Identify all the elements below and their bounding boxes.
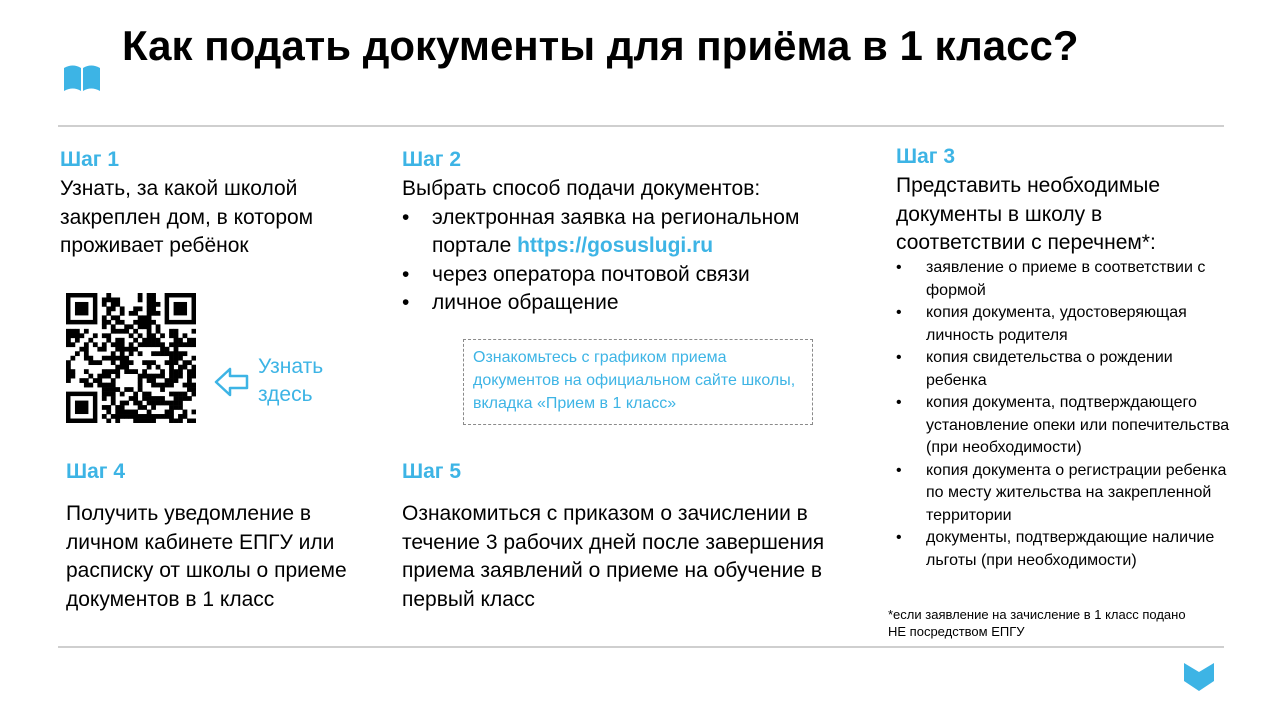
logo-chevron-icon — [1183, 662, 1215, 692]
list-item: • электронная заявка на региональном портале https://gosuslugi.ru — [402, 204, 872, 261]
schedule-note: Ознакомьтесь с графиком приема документов на официальном сайте школы, вкладка «Прием в 1 класс» — [463, 339, 813, 425]
gosuslugi-link[interactable]: https://gosuslugi.ru — [517, 234, 714, 257]
step5-text: Ознакомиться с приказом о зачислении в течение 3 рабочих дней после завершения приема заявлений о приеме на обучение в первый класс — [402, 502, 825, 611]
list-item: • копия документа, подтверждающего установление опеки или попечительства (при необходимости) — [896, 392, 1236, 460]
step3-label: Шаг 3 — [896, 145, 956, 168]
footnote: *если заявление на зачисление в 1 класс подано НЕ посредством ЕПГУ — [888, 607, 1186, 639]
top-divider — [58, 125, 1224, 127]
list-item: • через оператора почтовой связи — [402, 261, 872, 290]
step4-text: Получить уведомление в личном кабинете ЕПГУ или расписку от школы о приеме документов в 1 класс — [66, 502, 347, 611]
step1-label: Шаг 1 — [60, 148, 120, 171]
documents-list — [896, 257, 1236, 572]
step2-intro: Выбрать способ подачи документов: — [402, 177, 761, 200]
qr-code[interactable] — [66, 293, 196, 423]
list-item: • личное обращение — [402, 289, 872, 318]
list-item: • документы, подтверждающие наличие льготы (при необходимости) — [896, 527, 1236, 572]
arrow-left-icon — [214, 366, 250, 398]
step2-label: Шаг 2 — [402, 148, 462, 171]
bottom-divider — [58, 646, 1224, 648]
list-item: • копия документа о регистрации ребенка по месту жительства на закрепленной территории — [896, 460, 1236, 528]
list-item: • копия документа, удостоверяющая личность родителя — [896, 302, 1236, 347]
step4-label: Шаг 4 — [66, 460, 126, 483]
list-item: • заявление о приеме в соответствии с формой — [896, 257, 1236, 302]
step2-bullets — [402, 204, 872, 318]
qr-link-text[interactable]: Узнать здесь — [258, 355, 324, 406]
step3-intro: Представить необходимые документы в школу в соответствии с перечнем*: — [896, 174, 1161, 254]
list-item: • копия свидетельства о рождении ребенка — [896, 347, 1236, 392]
page-title: Как подать документы для приёма в 1 класс? — [122, 22, 1079, 69]
step1-text: Узнать, за какой школой закреплен дом, в котором проживает ребёнок — [60, 177, 314, 257]
step5-label: Шаг 5 — [402, 460, 462, 483]
step2-content — [402, 175, 872, 318]
book-icon — [63, 62, 101, 92]
